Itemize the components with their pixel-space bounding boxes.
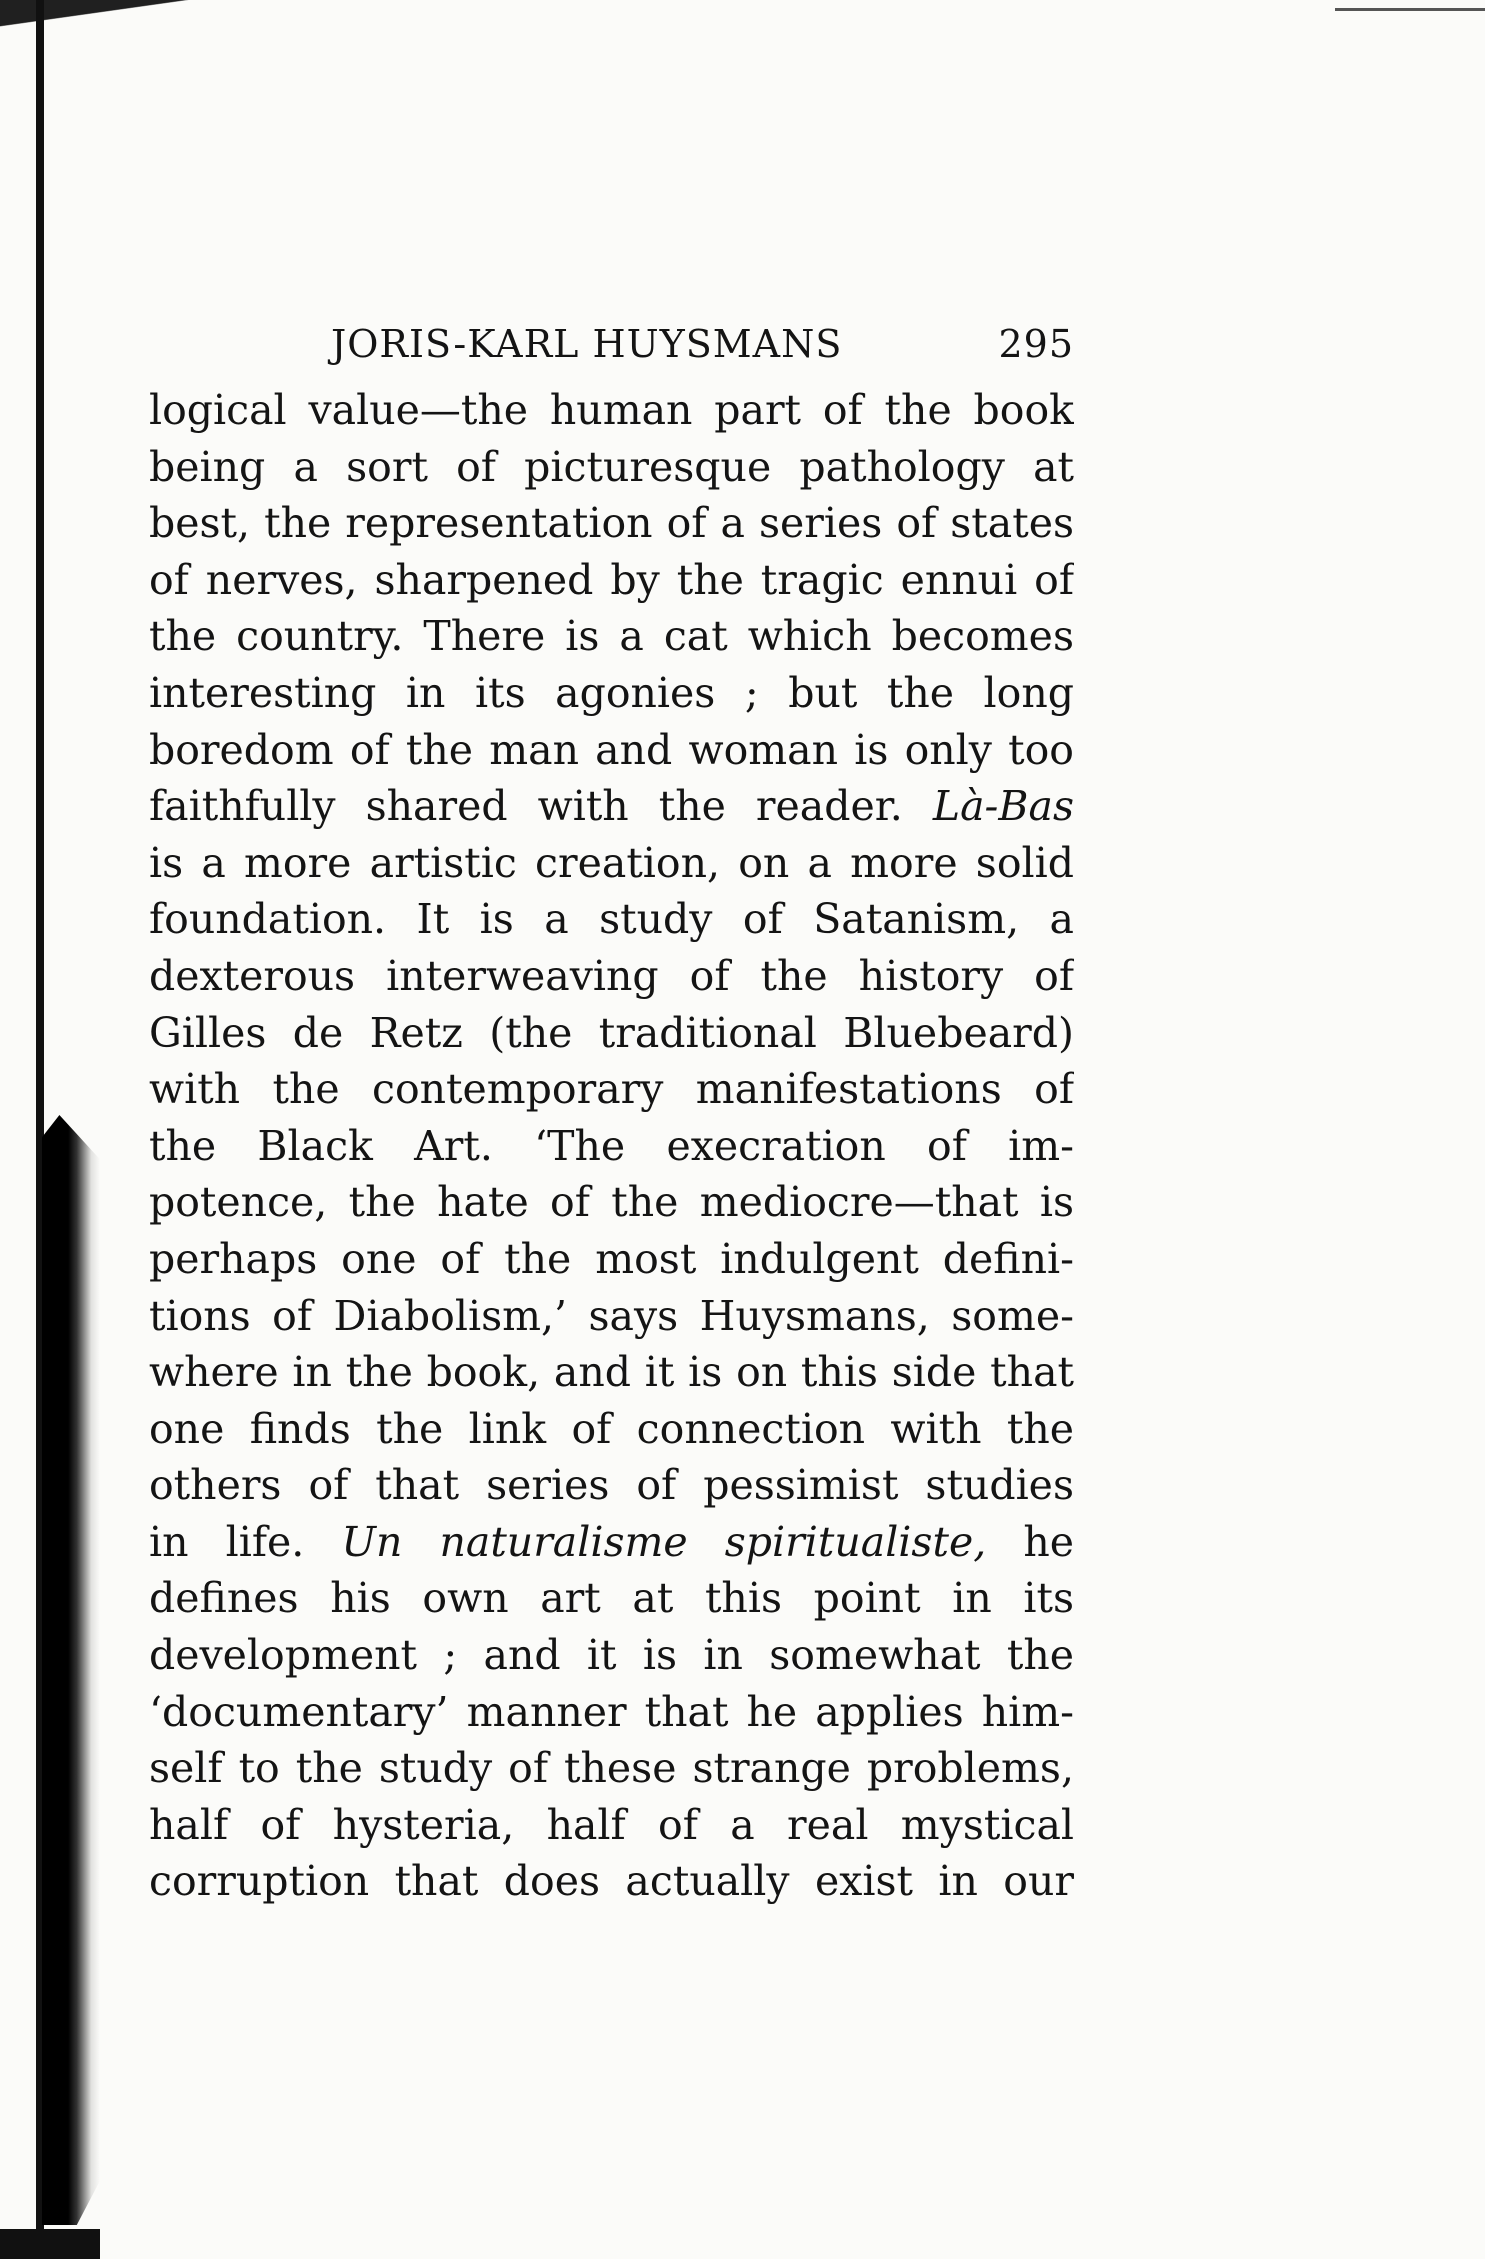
text-line: potence, the hate of the mediocre—that is — [149, 1178, 1074, 1227]
body-text — [149, 382, 1074, 1910]
text-line: the Black Art. ‘The execration of im- — [149, 1121, 1074, 1170]
text-line: is a more artistic creation, on a more solid — [149, 838, 1074, 887]
text-line: faithfully shared with the reader. Là-Bas — [149, 782, 1074, 831]
text-line: boredom of the man and woman is only too — [149, 725, 1074, 774]
text-line: interesting in its agonies ; but the long — [149, 668, 1074, 717]
text-line: ‘documentary’ manner that he applies him- — [149, 1687, 1074, 1736]
text-line: perhaps one of the most indulgent defini- — [149, 1234, 1074, 1283]
text-line: half of hysteria, half of a real mystical — [149, 1800, 1074, 1849]
running-head — [149, 310, 1074, 382]
book-page — [149, 310, 1074, 1910]
running-title: JORIS-KARL HUYSMANS — [331, 322, 843, 366]
scan-edge-mark — [1335, 8, 1485, 11]
text-line: tions of Diabolism,’ says Huysmans, some- — [149, 1291, 1074, 1340]
text-line: the country. There is a cat which becomes — [149, 612, 1074, 661]
text-line: being a sort of picturesque pathology at — [149, 442, 1074, 491]
scan-thumb-shadow — [42, 1115, 100, 2225]
text-line: in life. Un naturalisme spiritualiste, he — [149, 1517, 1074, 1566]
text-line: where in the book, and it is on this side that — [149, 1348, 1074, 1397]
italic-phrase: Un naturalisme spiritualiste, — [341, 1517, 987, 1566]
text-line: defines his own art at this point in its — [149, 1574, 1074, 1623]
page-number: 295 — [998, 322, 1074, 366]
text-line: others of that series of pessimist studies — [149, 1461, 1074, 1510]
text-line: dexterous interweaving of the history of — [149, 951, 1074, 1000]
text-line: one finds the link of connection with the — [149, 1404, 1074, 1453]
text-line: Gilles de Retz (the traditional Bluebeard) — [149, 1008, 1074, 1057]
text-line: foundation. It is a study of Satanism, a — [149, 895, 1074, 944]
italic-title: Là-Bas — [932, 782, 1074, 831]
text-line: corruption that does actually exist in our — [149, 1857, 1074, 1906]
scan-bottom-edge — [0, 2229, 100, 2259]
text-line: best, the representation of a series of states — [149, 499, 1074, 548]
text-line: self to the study of these strange problems, — [149, 1744, 1074, 1793]
text-line: development ; and it is in somewhat the — [149, 1631, 1074, 1680]
scan-binding-corner — [0, 0, 230, 60]
text-line: of nerves, sharpened by the tragic ennui of — [149, 555, 1074, 604]
text-line: with the contemporary manifestations of — [149, 1065, 1074, 1114]
text-line: logical value—the human part of the book — [149, 386, 1074, 434]
